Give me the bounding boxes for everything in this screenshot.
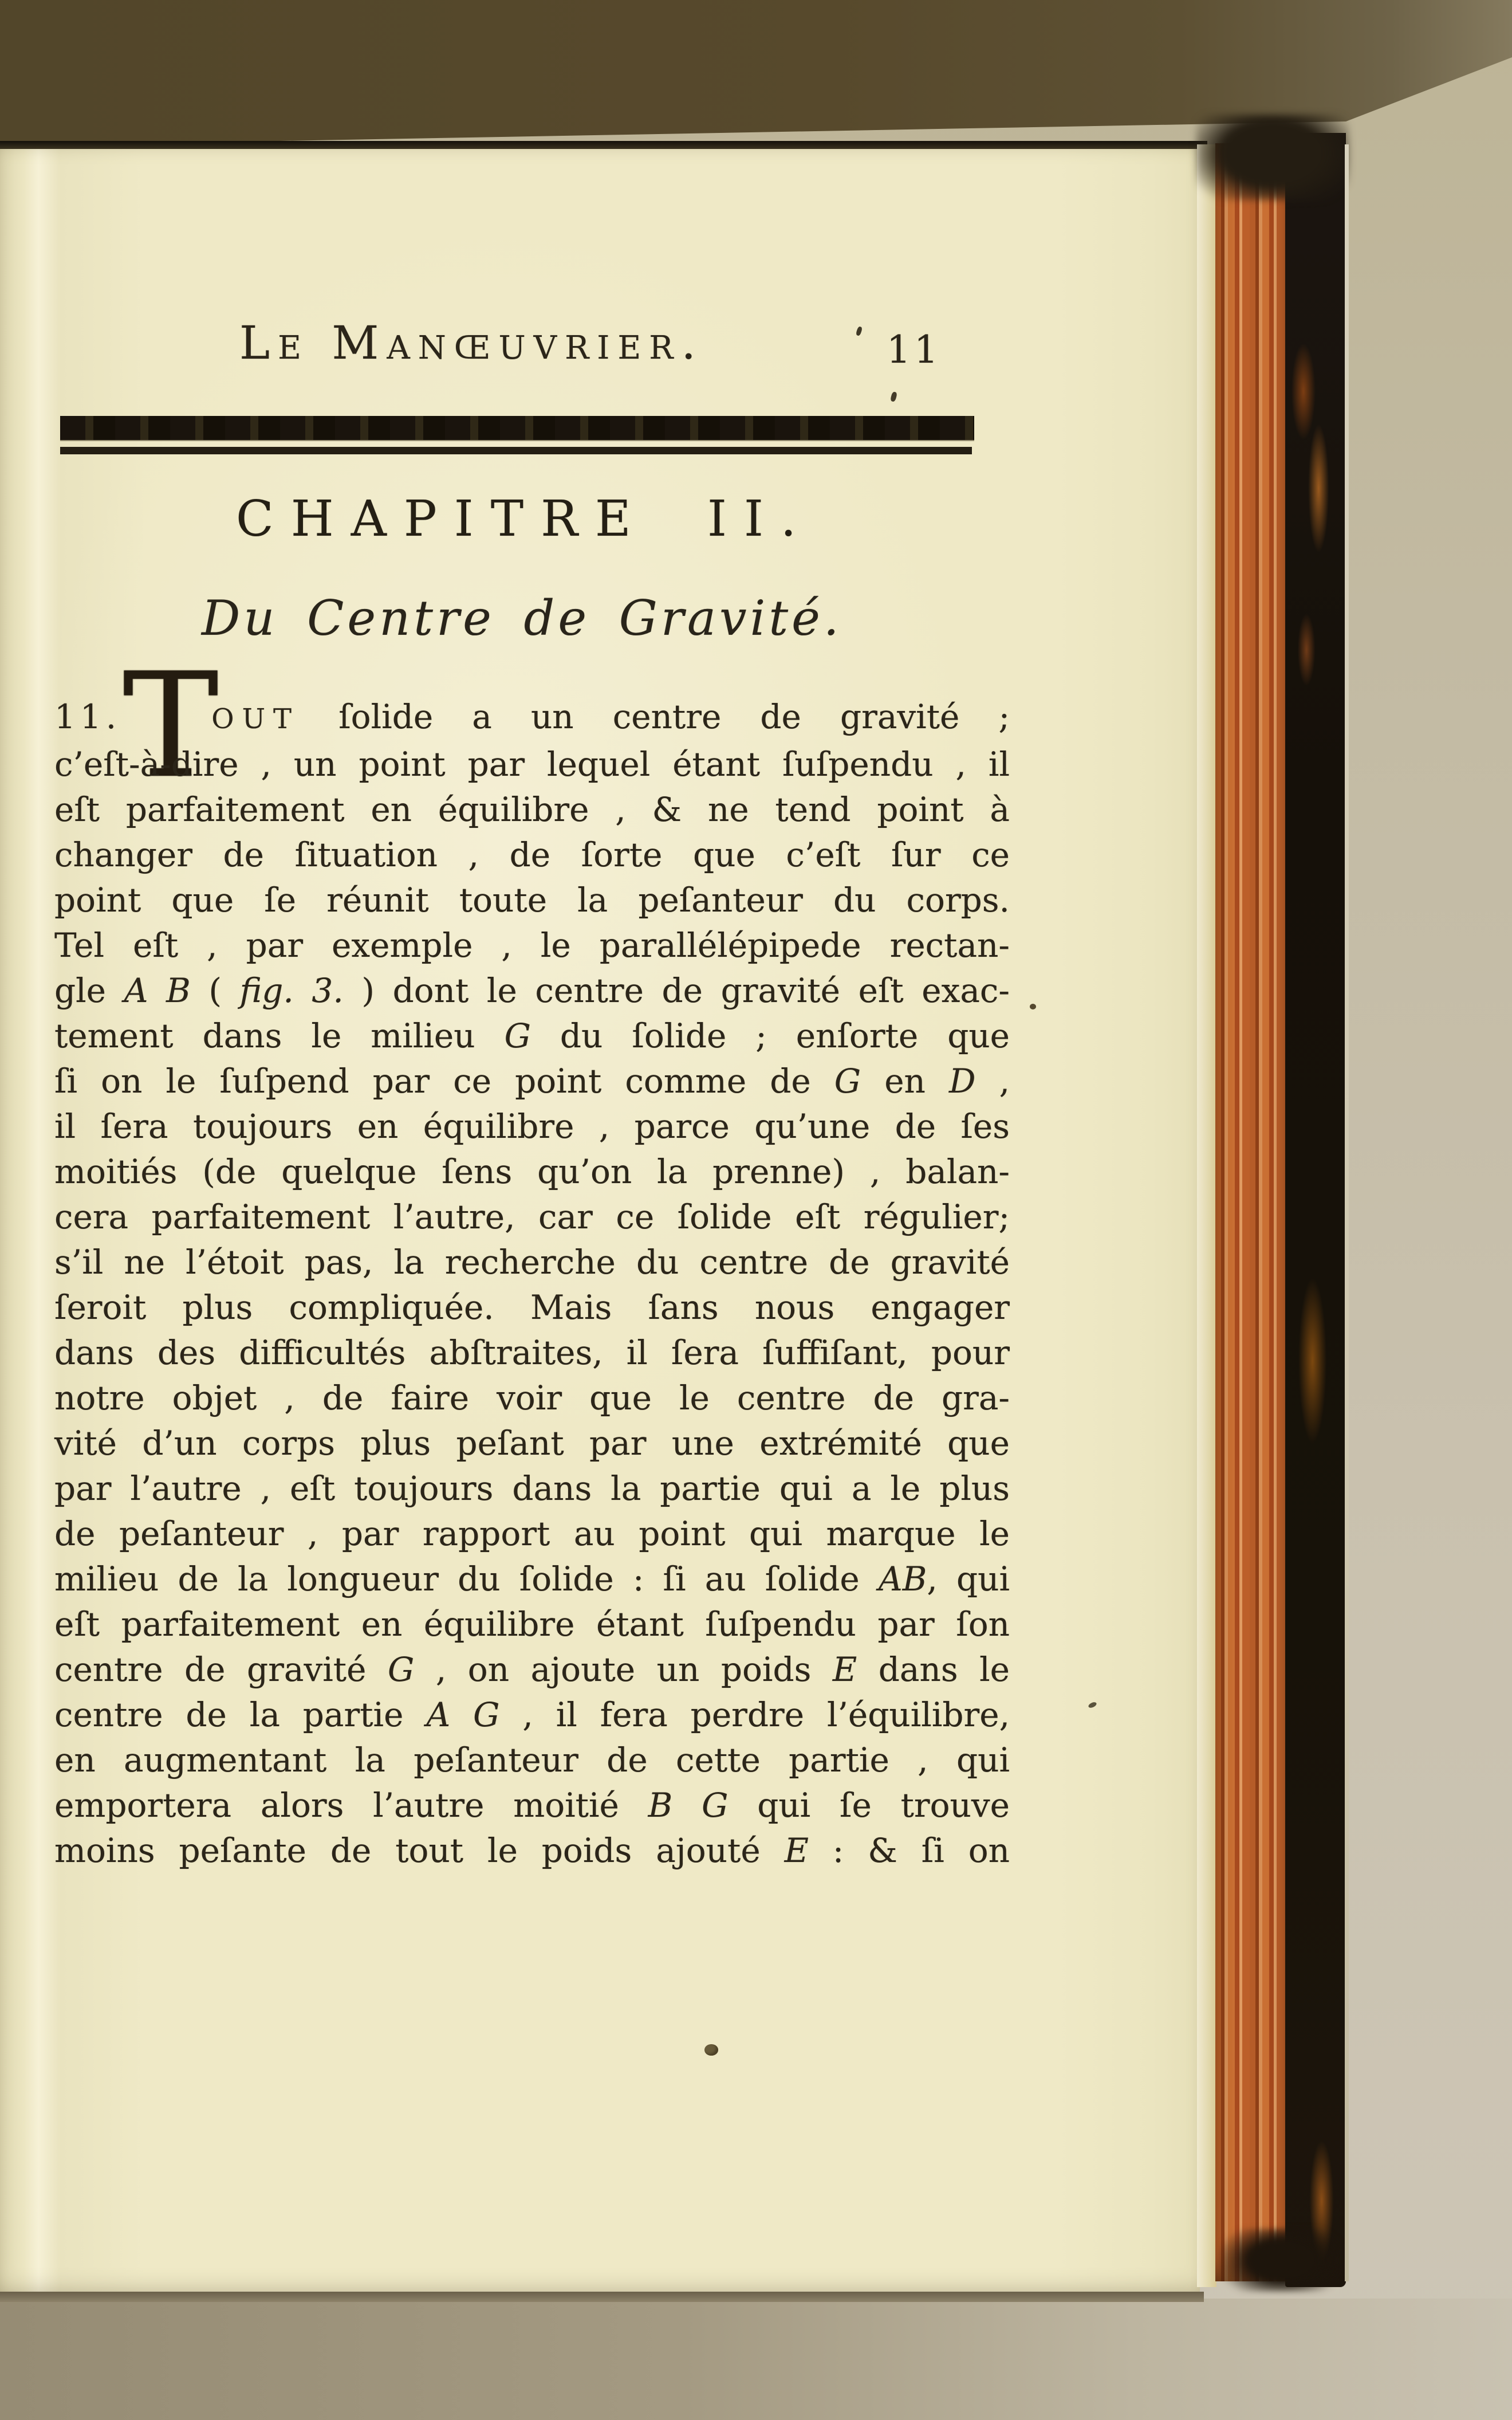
text-line: par l’autre , eſt toujours dans la partie qui a le plus <box>54 1469 1010 1508</box>
text-line: notre objet , de faire voir que le centre de gra- <box>54 1378 1010 1417</box>
page-number: 11 <box>887 328 942 372</box>
board-edge-highlight <box>1345 144 1349 2281</box>
lead-small-caps: OUT <box>211 703 300 735</box>
text-line: en augmentant la peſanteur de cette partie , qui <box>54 1741 1010 1779</box>
text-line: il ſera toujours en équilibre , parce qu’une de ſes <box>54 1107 1010 1146</box>
chapter-subtitle: Du Centre de Gravité. <box>202 590 842 646</box>
text-line: eſt parfaitement en équilibre , & ne tend point à <box>54 790 1010 829</box>
ink-speck <box>1030 1004 1036 1009</box>
book-foot-shadow <box>1220 2229 1343 2292</box>
running-head-title: Le Manœuvrier. <box>239 316 704 370</box>
head-rule-thin <box>60 447 972 454</box>
text-line: gle A B ( fig. 3. ) dont le centre de gravité eſt exac- <box>54 971 1010 1010</box>
chapter-heading: CHAPITRE II. <box>236 490 814 548</box>
drop-cap-initial: T <box>123 642 219 810</box>
text-line: point que ſe réunit toute la peſanteur du corps. <box>54 881 1010 920</box>
text-line: centre de la partie A G , il fera perdre l’équilibre, <box>54 1695 1010 1734</box>
text-line: changer de ſituation , de ſorte que c’eſt ſur ce <box>54 835 1010 874</box>
text-line: centre de gravité G , on ajoute un poids E dans le <box>54 1650 1010 1689</box>
text-line: c’eſt-à-dire , un point par lequel étant ſuſpendu , il <box>54 745 1010 784</box>
page-block-edge <box>1197 144 1216 2287</box>
body-text <box>54 694 1010 1873</box>
text-line: cera parfaitement l’autre, car ce ſolide eſt régulier; <box>54 1197 1010 1236</box>
text-line: tement dans le milieu G du ſolide ; enſorte que <box>54 1016 1010 1055</box>
text-line: dans des difficultés abſtraites, il ſera ſuffiſant, pour <box>54 1333 1010 1372</box>
text-line: Tel eſt , par exemple , le parallélépipede rectan- <box>54 926 1010 965</box>
text-line: vité d’un corps plus peſant par une extrémité que <box>54 1424 1010 1463</box>
text-line: emportera alors l’autre moitié B G qui ſe trouve <box>54 1786 1010 1825</box>
text-line: moitiés (de quelque ſens qu’on la prenne) , balan- <box>54 1152 1010 1191</box>
text-line-first <box>54 694 1010 742</box>
text-line: moins peſante de tout le poids ajouté E : & ſi on <box>54 1831 1010 1870</box>
speckled-fore-edge <box>1215 143 1285 2281</box>
section-number: 11. <box>54 697 121 736</box>
first-line-rest: ſolide a un centre de gravité ; <box>338 697 1010 736</box>
page-bottom-edge <box>0 2292 1204 2302</box>
head-rule-thick <box>60 416 974 440</box>
binding-board-edge <box>1285 133 1346 2287</box>
text-line: s’il ne l’étoit pas, la recherche du centre de gravité <box>54 1243 1010 1282</box>
text-line: eſt parfaitement en équilibre étant ſuſpendu par ſon <box>54 1605 1010 1644</box>
ink-speck <box>704 2044 718 2056</box>
table-bottom-surface <box>0 2299 1512 2420</box>
book-head-shadow <box>1196 115 1349 201</box>
text-line: milieu de la longueur du ſolide : ſi au ſolide AB, qui <box>54 1559 1010 1598</box>
page-top-shadow <box>0 141 1207 149</box>
text-line: ſeroit plus compliquée. Mais ſans nous engager <box>54 1288 1010 1327</box>
text-line: de peſanteur , par rapport au point qui marque le <box>54 1514 1010 1553</box>
body-lines <box>54 742 1010 1873</box>
text-line: ſi on le ſuſpend par ce point comme de G en D , <box>54 1062 1010 1101</box>
